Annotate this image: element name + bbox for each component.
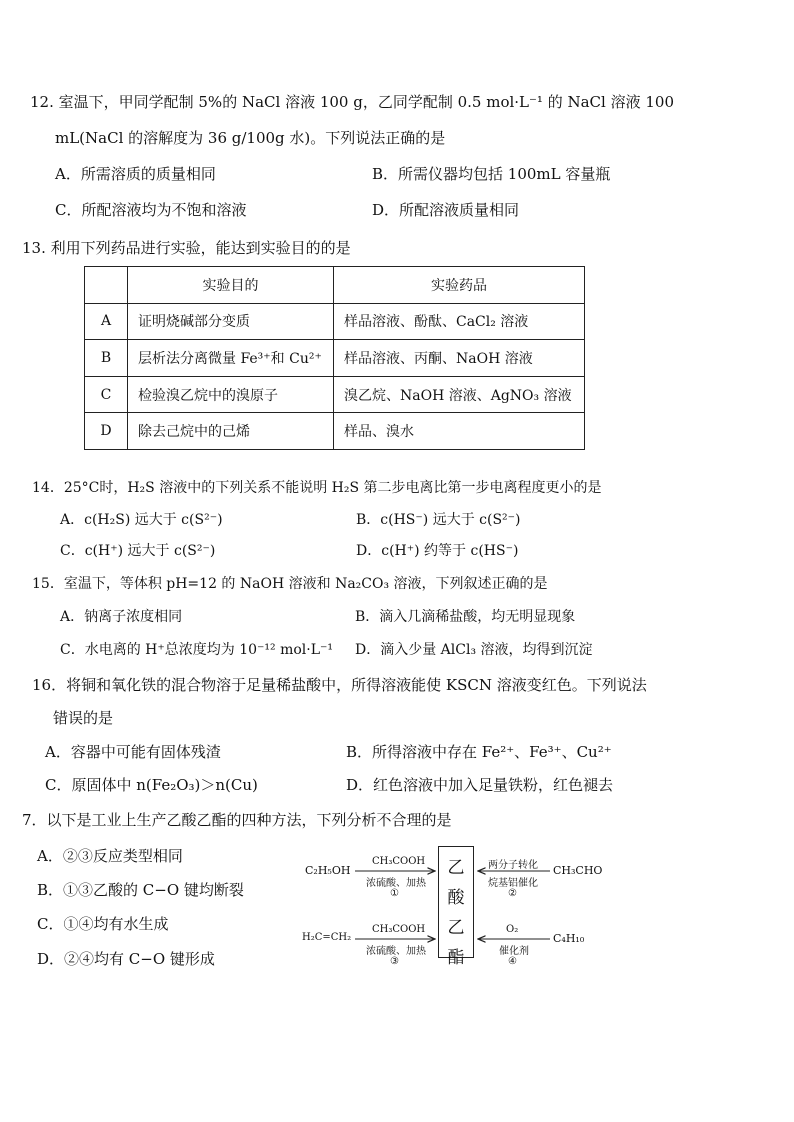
row-aim: 检验溴乙烷中的溴原子 bbox=[128, 376, 334, 413]
q12-option-b: B．所需仪器均包括 100mL 容量瓶 bbox=[372, 165, 611, 183]
table-header-aim: 实验目的 bbox=[128, 267, 334, 304]
q16-option-c: C．原固体中 n(Fe₂O₃)＞n(Cu) bbox=[45, 776, 258, 794]
table-header-reagents: 实验药品 bbox=[334, 267, 585, 304]
q15-option-d: D．滴入少量 AlCl₃ 溶液，均得到沉淀 bbox=[355, 642, 593, 658]
q17-option-c: C．①④均有水生成 bbox=[37, 915, 169, 933]
q16-option-a: A．容器中可能有固体残渣 bbox=[45, 743, 221, 761]
r4-above: O₂ bbox=[506, 924, 519, 935]
r4-number: ④ bbox=[508, 956, 517, 967]
product-char: 乙 bbox=[447, 918, 465, 938]
r1-above: CH₃COOH bbox=[372, 856, 426, 867]
q15-stem: 15．室温下，等体积 pH=12 的 NaOH 溶液和 Na₂CO₃ 溶液，下列叙述正确的是 bbox=[32, 576, 548, 592]
r3-below: 浓硫酸、加热 bbox=[366, 946, 426, 957]
r2-reactant: CH₃CHO bbox=[553, 864, 603, 877]
q13-stem: 13. 利用下列药品进行实验，能达到实验目的的是 bbox=[22, 239, 351, 257]
q15-option-c: C．水电离的 H⁺总浓度均为 10⁻¹² mol·L⁻¹ bbox=[60, 642, 334, 658]
table-header-blank bbox=[85, 267, 128, 304]
r2-below: 烷基铝催化 bbox=[488, 878, 538, 889]
q12-option-c: C．所配溶液均为不饱和溶液 bbox=[55, 201, 247, 219]
q17-option-d: D．②④均有 C−O 键形成 bbox=[37, 950, 215, 968]
r1-number: ① bbox=[390, 888, 399, 899]
q17-option-b: B．①③乙酸的 C−O 键均断裂 bbox=[37, 881, 244, 899]
row-reagents: 样品溶液、丙酮、NaOH 溶液 bbox=[334, 340, 585, 377]
r2-above: 两分子转化 bbox=[488, 860, 538, 871]
row-reagents: 溴乙烷、NaOH 溶液、AgNO₃ 溶液 bbox=[334, 376, 585, 413]
row-label: C bbox=[85, 376, 128, 413]
row-reagents: 样品、溴水 bbox=[334, 413, 585, 450]
q14-option-b: B．c(HS⁻) 远大于 c(S²⁻) bbox=[356, 512, 521, 528]
r3-reactant: H₂C=CH₂ bbox=[302, 932, 352, 943]
table-header-row bbox=[85, 267, 585, 304]
table-row bbox=[85, 303, 585, 340]
row-label: A bbox=[85, 303, 128, 340]
q12-stem-line1: 12. 室温下，甲同学配制 5%的 NaCl 溶液 100 g，乙同学配制 0.5 mol·L⁻¹ 的 NaCl 溶液 100 bbox=[30, 93, 674, 111]
r3-above: CH₃COOH bbox=[372, 924, 426, 935]
q16-stem-line1: 16．将铜和氧化铁的混合物溶于足量稀盐酸中，所得溶液能使 KSCN 溶液变红色。下列说法 bbox=[32, 676, 647, 694]
row-aim: 除去己烷中的己烯 bbox=[128, 413, 334, 450]
product-char: 乙 bbox=[447, 858, 465, 878]
experiment-table bbox=[84, 266, 585, 450]
table-row bbox=[85, 376, 585, 413]
r2-number: ② bbox=[508, 888, 517, 899]
q15-option-a: A．钠离子浓度相同 bbox=[60, 609, 183, 625]
r1-reactant: C₂H₅OH bbox=[305, 864, 351, 877]
r1-below: 浓硫酸、加热 bbox=[366, 878, 426, 889]
row-reagents: 样品溶液、酚酞、CaCl₂ 溶液 bbox=[334, 303, 585, 340]
row-label: D bbox=[85, 413, 128, 450]
r4-below: 催化剂 bbox=[499, 946, 529, 957]
r3-number: ③ bbox=[390, 956, 399, 967]
table-row bbox=[85, 340, 585, 377]
product-box bbox=[438, 846, 474, 968]
q16-stem-line2: 错误的是 bbox=[53, 709, 114, 727]
q17-stem: 7．以下是工业上生产乙酸乙酯的四种方法，下列分析不合理的是 bbox=[22, 811, 452, 829]
q14-option-c: C．c(H⁺) 远大于 c(S²⁻) bbox=[60, 543, 216, 559]
table-row bbox=[85, 413, 585, 450]
q14-stem: 14．25°C时，H₂S 溶液中的下列关系不能说明 H₂S 第二步电离比第一步电离程度更小的是 bbox=[32, 480, 602, 496]
q12-option-d: D．所配溶液质量相同 bbox=[372, 201, 520, 219]
reaction-diagram bbox=[300, 836, 630, 976]
q14-option-d: D．c(H⁺) 约等于 c(HS⁻) bbox=[356, 543, 519, 559]
q12-stem-line2: mL(NaCl 的溶解度为 36 g/100g 水)。下列说法正确的是 bbox=[55, 129, 446, 147]
q16-option-b: B．所得溶液中存在 Fe²⁺、Fe³⁺、Cu²⁺ bbox=[346, 743, 612, 761]
row-aim: 证明烧碱部分变质 bbox=[128, 303, 334, 340]
q14-option-a: A．c(H₂S) 远大于 c(S²⁻) bbox=[60, 512, 223, 528]
q17-option-a: A．②③反应类型相同 bbox=[37, 847, 183, 865]
q15-option-b: B．滴入几滴稀盐酸，均无明显现象 bbox=[355, 609, 576, 625]
product-char: 酸 bbox=[447, 888, 465, 908]
row-label: B bbox=[85, 340, 128, 377]
row-aim: 层析法分离微量 Fe³⁺和 Cu²⁺ bbox=[128, 340, 334, 377]
product-char: 酯 bbox=[447, 948, 465, 968]
r4-reactant: C₄H₁₀ bbox=[553, 932, 585, 945]
q12-option-a: A．所需溶质的质量相同 bbox=[55, 165, 216, 183]
q16-option-d: D．红色溶液中加入足量铁粉，红色褪去 bbox=[346, 776, 614, 794]
